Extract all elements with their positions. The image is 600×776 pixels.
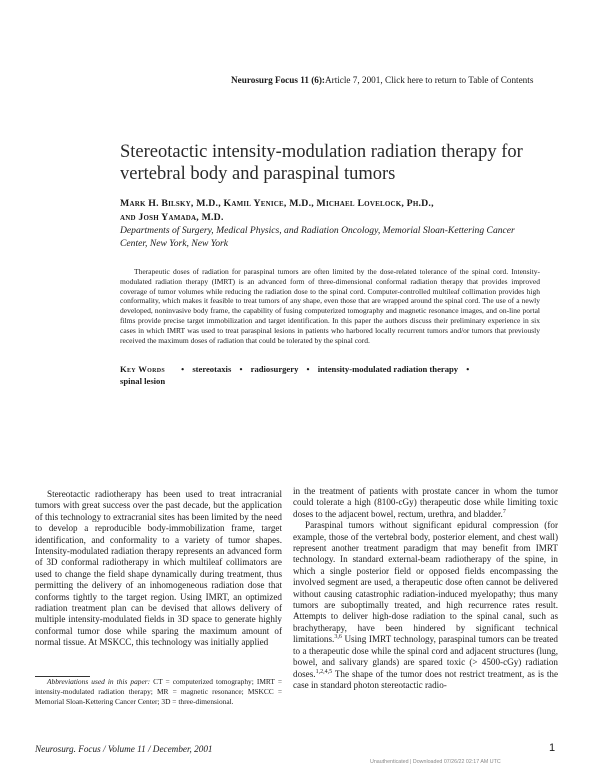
paragraph-text: Paraspinal tumors without significant epidural compression (for example, those of the vertebral body, posterior element, and chest wall) represent another treatment paradigm that may benefit from IMRT technology. In standard external-beam radiotherapy of the spine, in which a single posterior field or opposed fields encompassing the involved segment are used, a therapeutic dose often cannot be delivered without causing catastrophic radiation-induced myelopathy; thus many tumors are suboptimally treated, and high recurrence rates result. Attempts to deliver high-dose radiation to the spinal canal, such as brachytherapy, have been hindered by significant technical limitations. bbox=[293, 520, 558, 645]
body-paragraph: Stereotactic radiotherapy has been used to treat intracranial tumors with great success over the past decade, but the application of this technology to extracranial sites has been limited by the need to develop a reproducible body-immobilization frame, target identification, and conformality to a variety of tumor shapes. Intensity-modulated radiation therapy represents an advanced form of 3D conformal radiotherapy in which multileaf collimators are used to change the field shape dynamically during treatment, thus permitting the delivery of an inhomogeneous radiation dose that conforms tightly to the target region. Using IMRT, an optimized radiation treatment plan can be devised that allows delivery of multiple intensity-modulated fields in 3D space to generate highly conformal tumor dose while sparing the maximum amount of normal tissue. At MSKCC, this technology was initially applied bbox=[35, 489, 282, 648]
article-title: Stereotactic intensity-modulation radiation therapy for vertebral body and paraspinal tumors bbox=[120, 142, 523, 184]
body-column-left bbox=[35, 489, 282, 649]
citation-ref[interactable]: 1,2,4,5 bbox=[315, 668, 333, 675]
keyword-separator: • bbox=[181, 364, 185, 374]
keywords bbox=[120, 363, 540, 387]
abbreviations-footnote bbox=[35, 677, 282, 708]
citation-ref[interactable]: 7 bbox=[502, 508, 506, 515]
footer-journal: Neurosurg. Focus / Volume 11 / December, 2001 bbox=[35, 744, 213, 754]
keyword: spinal lesion bbox=[120, 376, 166, 386]
keywords-label: Key Words bbox=[120, 364, 165, 374]
authors-line-2: and Josh Yamada, M.D. bbox=[120, 212, 224, 223]
footnote-label: Abbreviations used in this paper: bbox=[47, 677, 151, 686]
body-paragraph bbox=[293, 520, 558, 691]
citation-ref[interactable]: 3,6 bbox=[334, 634, 342, 641]
keyword: radiosurgery bbox=[250, 364, 299, 374]
abstract: Therapeutic doses of radiation for paraspinal tumors are often limited by the dose-related tolerance of the spinal cord. Intensity-modulated radiation therapy (IMRT) is an advanced form of three-dimensional conformal radiation therapy that provides improved coverage of tumor volumes while reducing the radiation dose to the spinal cord. Computer-controlled multileaf collimation provides high conformality, which makes it feasible to treat tumors of any shape, even those that are wrapped around the spinal cord. The use of a newly developed, noninvasive body frame, the capability of fusing computerized tomography and magnetic resonance images, and on-line portal films provide precise target immobilization and target identification. In this paper the authors discuss their preliminary experience in six cases in which IMRT was used to treat paraspinal lesions in patients who harbored locally recurrent tumors and/or tumors that previously received the maximum doses of radiation that could be tolerated by the spinal cord. bbox=[120, 267, 540, 345]
author-list bbox=[120, 197, 540, 225]
authors-line-1: Mark H. Bilsky, M.D., Kamil Yenice, M.D., Michael Lovelock, Ph.D., bbox=[120, 198, 434, 209]
journal-citation: Neurosurg Focus 11 (6): bbox=[231, 75, 325, 85]
paragraph-text: in the treatment of patients with prostate cancer in whom the tumor could tolerate a high (8100-cGy) therapeutic dose while limiting toxic doses to the adjacent bowel, rectum, urethra, and bladder. bbox=[293, 486, 558, 519]
keyword-separator: • bbox=[466, 364, 470, 374]
paragraph-text: Using IMRT technology, paraspinal tumors can be treated to a therapeutic dose while the spinal cord and adjacent structures (lung, bowel, and salivary glands) are spared toxic (> 4500-cGy) radiation doses. bbox=[293, 634, 558, 679]
keyword: stereotaxis bbox=[192, 364, 232, 374]
affiliation: Departments of Surgery, Medical Physics, and Radiation Oncology, Memorial Sloan-Kettering Cancer Center, New York, New York bbox=[120, 225, 515, 249]
journal-header bbox=[231, 75, 561, 85]
body-paragraph bbox=[293, 486, 558, 520]
keyword-separator: • bbox=[239, 364, 243, 374]
keyword-separator: • bbox=[306, 364, 310, 374]
download-stamp: Unauthenticated | Downloaded 07/26/22 02:17 AM UTC bbox=[370, 759, 501, 765]
footnote-text: CT = computerized tomography; IMRT = intensity-modulated radiation therapy; MR = magnetic resonance; MSKCC = Memorial Sloan-Kettering Cancer Center; 3D = three-dimensional. bbox=[35, 677, 282, 707]
page-number: 1 bbox=[549, 742, 556, 754]
body-column-right bbox=[293, 486, 558, 691]
toc-link[interactable]: Article 7, 2001, Click here to return to Table of Contents bbox=[325, 75, 534, 85]
keyword: intensity-modulated radiation therapy bbox=[317, 364, 459, 374]
paragraph-text: The shape of the tumor does not restrict treatment, as is the case in standard photon stereotactic radio- bbox=[293, 668, 558, 690]
